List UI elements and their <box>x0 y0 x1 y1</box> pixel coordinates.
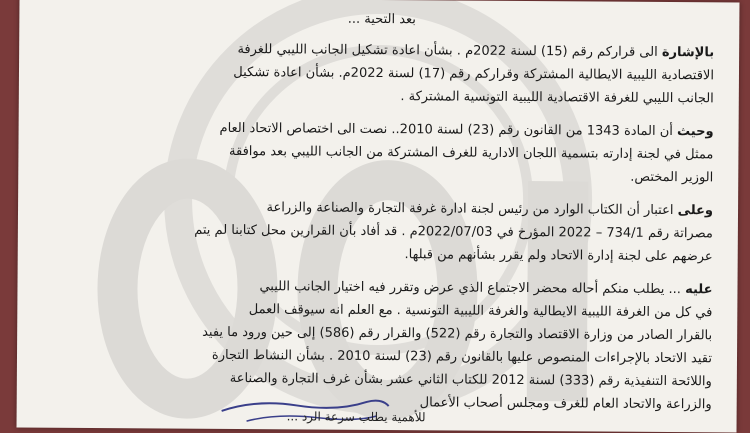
paragraph-lead: بالإشارة <box>661 44 715 61</box>
paragraph-lead: وحيث <box>677 124 714 140</box>
closing-line: للأهمية يطلب سرعة الرد ... <box>286 409 426 425</box>
paragraph-lead: عليه <box>685 282 713 298</box>
paragraph-law-article: وحيث أن المادة 1343 من القانون رقم (23) لسنة 2010.. نصت الى اختصاص الاتحاد العام ممثل في لجنة إدارته بتسمية اللجان الادارية للغرف المشتركة من الجانب الليبي بعد موافقة الوزير المختص. <box>219 120 714 186</box>
greeting: بعد التحية ... <box>347 11 416 28</box>
paragraph-misrata-letter: وعلى اعتبار أن الكتاب الوارد من رئيس لجنة ادارة غرفة التجارة والصناعة والزراعة مصراتة رقم 734/1 – 2022 المؤرخ في 2022/07/03م . قد أفاد بأن القرارين محل كتابنا لم يتم عرضهم على لجنة إدارة الاتحاد ولم يقرر بشأنهم من قبلها. <box>194 200 714 265</box>
letter-page <box>17 0 740 433</box>
paragraph-reference: بالإشارة الى قراركم رقم (15) لسنة 2022م . بشأن اعادة تشكيل الجانب الليبي للغرفة الاقتصادية الليبية الايطالية المشتركة وقراركم رقم (17) لسنة 2022م. بشأن اعادة تشكيل الجانب الليبي للغرفة الاقتصادية الليبية التونسية المشتركة . <box>233 42 715 107</box>
letter-body <box>47 6 715 427</box>
paragraph-request: عليه ... يطلب منكم أحاله محضر الاجتماع الذي عرض وتقرر فيه اختيار الجانب الليبي في كل من الغرفة الليبية الايطالية والغرفة الليبية التونسية . مع العلم انه سيوقف العمل بالقرار الصادر من وزارة الاقتصاد والتجارة رقم (522) والقرار رقم (586) إلى حين ورود ما يفيد تقيد الاتحاد بالإجراءات المنصوص عليها بالقانون رقم (23) لسنة 2010 . بشأن النشاط التجارة واللائحة التنفيذية رقم (333) لسنة 2012 للكتاب الثاني عشر بشأن غرف التجارة والصناعة والزراعة والاتحاد العام للغرف ومجلس أصحاب الأعمال <box>202 279 713 413</box>
paragraph-lead: وعلى <box>677 203 714 219</box>
